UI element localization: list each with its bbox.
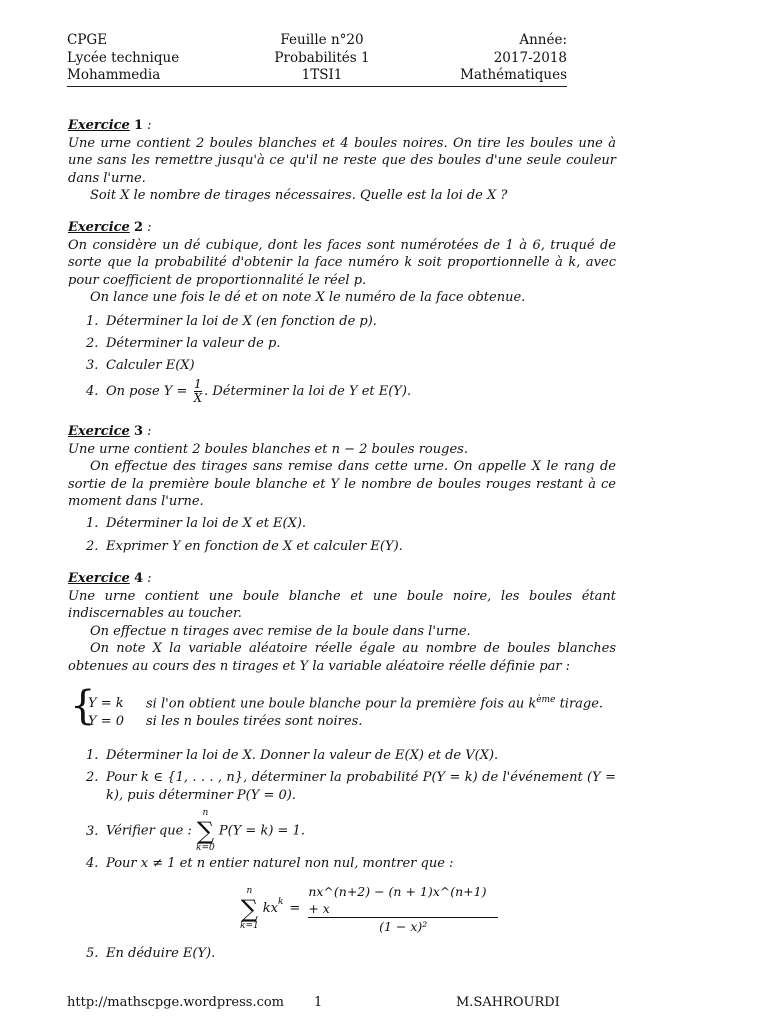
header-center bbox=[262, 32, 382, 85]
exercise-3-intro: Une urne contient 2 boules blanches et n − 2 boules rouges. bbox=[68, 441, 468, 457]
exercise-4-intro: Une urne contient une boule blanche et une boule noire, les boules étant indiscernables au toucher. bbox=[68, 588, 616, 621]
formula-fraction bbox=[308, 883, 498, 935]
fraction-one-over-x: $\frac{1}{X}$ bbox=[193, 377, 203, 405]
exercise-1-question: Soit X le nombre de tirages nécessaires. Quelle est la loi de X ? bbox=[90, 188, 508, 203]
exercise-4-item-1: 1. Déterminer la loi de X. Donner la valeur de E(X) et de V(X). bbox=[86, 748, 499, 763]
exercise-2-heading: Exercice 2 : bbox=[68, 220, 152, 235]
sum-symbol: n ∑ k=0 bbox=[196, 808, 215, 853]
exercise-3-heading: Exercice 3 : bbox=[68, 424, 152, 439]
header-subject: Probabilités 1 bbox=[274, 49, 370, 66]
case-2: Y = 0 si les n boules tirées sont noires. bbox=[88, 714, 363, 729]
footer-url[interactable]: http://mathscpge.wordpress.com bbox=[67, 995, 285, 1010]
case-1: Y = k si l'on obtient une boule blanche pour la première fois au $k^{ème}$ tirage. bbox=[88, 695, 604, 712]
exercise-4-item-2: 2. Pour k ∈ {1, . . . , n}, déterminer la probabilité P(Y = k) de l'événement (Y = k), puis déterminer P(Y = 0). bbox=[86, 770, 616, 803]
exercise-4-item-5: 5. En déduire E(Y). bbox=[86, 946, 216, 961]
exercise-2-item-2: 2. Déterminer la valeur de p. bbox=[86, 336, 281, 351]
exercise-2-para: On lance une fois le dé et on note X le numéro de la face obtenue. bbox=[90, 290, 526, 305]
header-sheet: Feuille n°20 bbox=[280, 32, 364, 48]
exercise-2 bbox=[68, 219, 616, 307]
header-school: CPGE bbox=[67, 32, 108, 48]
exercise-3-item-1: 1. Déterminer la loi de X et E(X). bbox=[86, 516, 307, 531]
exercise-3 bbox=[68, 423, 616, 511]
exercise-4-item-4: 4. Pour x ≠ 1 et n entier naturel non nul, montrer que : bbox=[86, 856, 454, 871]
exercise-1-heading: Exercice 1 : bbox=[68, 118, 152, 133]
exercise-4 bbox=[68, 570, 616, 675]
footer-page-number: 1 bbox=[314, 995, 323, 1010]
header-year-label: Année: bbox=[519, 32, 567, 48]
formula-numerator: nx^(n+2) − (n + 1)x^(n+1) + x bbox=[308, 884, 487, 916]
exercise-2-item-1: 1. Déterminer la loi de X (en fonction de p). bbox=[86, 314, 377, 329]
exercise-1-intro: Une urne contient 2 boules blanches et 4 boules noires. On tire les boules une à une sans les remettre jusqu'à ce qu'il ne reste que des boules d'une seule couleur dans l'urne. bbox=[68, 135, 616, 186]
exercise-3-item-2: 2. Exprimer Y en fonction de X et calculer E(Y). bbox=[86, 539, 403, 554]
exercise-1 bbox=[68, 117, 616, 205]
cases-brace: { bbox=[70, 683, 96, 729]
exercise-3-para: On effectue des tirages sans remise dans cette urne. On appelle X le rang de sortie de la première boule blanche et Y le nombre de boules rouges restant à ce moment dans l'urne. bbox=[68, 459, 616, 509]
exercise-4-para-1: On effectue n tirages avec remise de la boule dans l'urne. bbox=[90, 623, 471, 639]
header-lycee: Lycée technique bbox=[67, 49, 180, 66]
header-discipline: Mathématiques bbox=[460, 67, 567, 83]
header-rule bbox=[67, 86, 567, 87]
exercise-4-para-2: On note X la variable aléatoire réelle égale au nombre de boules blanches obtenues au cours des n tirages et Y la variable aléatoire réelle définie par : bbox=[68, 641, 616, 674]
exercise-4-heading: Exercice 4 : bbox=[68, 571, 152, 586]
exercise-2-item-4: 4. On pose Y = $\frac{1}{X}$ . Déterminer la loi de Y et E(Y). bbox=[86, 377, 412, 405]
formula-display: n ∑ k=1 kx $^k$ = $\frac{nx\^{}(n+2) - (n + 1)x\^{}(n+1) + x}{\text{(1 − x)²}}$ bbox=[240, 884, 500, 934]
header-left bbox=[67, 32, 179, 85]
exercise-2-item-3: 3. Calculer E(X) bbox=[86, 358, 195, 373]
header-class: 1TSI1 bbox=[301, 67, 343, 83]
formula-sum: n ∑ k=1 bbox=[240, 886, 259, 931]
footer-author: M.SAHROURDI bbox=[456, 995, 560, 1010]
exercise-4-item-3: 3. Vérifier que : n ∑ k=0 P(Y = k) = 1. bbox=[86, 808, 305, 853]
formula-denominator: (1 − x)² bbox=[379, 919, 428, 934]
exercise-2-intro: On considère un dé cubique, dont les faces sont numérotées de 1 à 6, truqué de sorte que la probabilité d'obtenir la face numéro k soit proportionnelle à k, avec pour coefficient de proportionnalité le réel p. bbox=[68, 237, 616, 288]
header-right bbox=[440, 32, 567, 85]
header-city: Mohammedia bbox=[67, 67, 161, 83]
header-year: 2017-2018 bbox=[493, 49, 567, 66]
